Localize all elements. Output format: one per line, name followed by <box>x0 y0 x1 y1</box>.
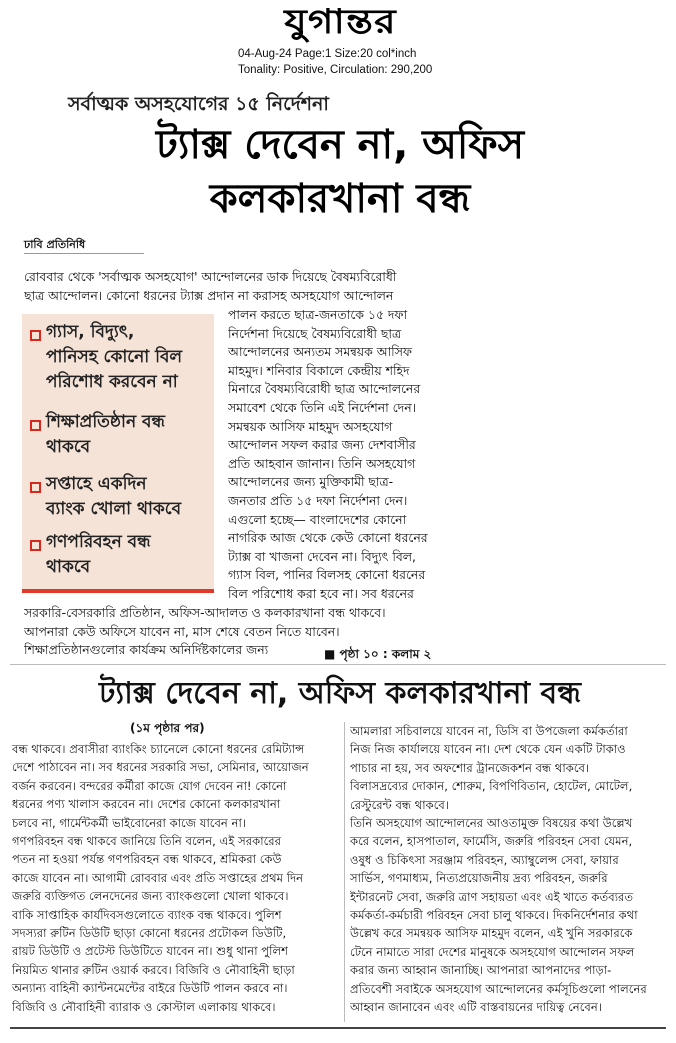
text-line: নাগরিক আজ থেকে কেউ কোনো ধরনের <box>228 530 428 546</box>
clipping-meta-line-2: Tonality: Positive, Circulation: 290,200 <box>238 64 433 76</box>
text-line: করে বলেন, হাসপাতাল, ফার্মেসি, জরুরি পরিবহন সেবা যেমন, <box>350 834 633 849</box>
text-line: পাচার না হয়, সব অফশোর ট্রানজেকশন বন্ধ থাকবে। <box>350 760 590 775</box>
text-line: আমলারা সচিবালয়ে যাবেন না, ডিসি বা উপজেলা কর্মকর্তারা <box>350 724 628 738</box>
intro-line: রোববার থেকে 'সর্বাত্মক অসহযোগ' আন্দোলনের ডাক দিয়েছে বৈষম্যবিরোধী <box>24 269 397 284</box>
highlight-item-education <box>46 410 165 460</box>
text-line: দেশে পাঠাবেন না। সব ধরনের সরকারি সভা, সেমিনার, আয়োজন <box>12 760 309 775</box>
bullet-square-icon <box>30 540 41 551</box>
highlight-line: শিক্ষাপ্রতিষ্ঠান বন্ধ <box>46 412 165 432</box>
article-kicker: সর্বাত্মক অসহযোগের ১৫ নির্দেশনা <box>68 93 329 115</box>
text-line: জনতার প্রতি ১৫ দফা নির্দেশনা দেন। <box>228 492 408 508</box>
text-line: বিলাসদ্রব্যের দোকান, শোরুম, বিপণিবিতান, হোটেল, মোটেল, <box>350 779 633 794</box>
highlight-line: থাকবে <box>46 437 91 457</box>
newspaper-logo: যুগান্তর <box>284 2 397 42</box>
highlight-line: থাকবে <box>46 557 91 577</box>
text-line: প্রতিবেশী সবাইকে অসহযোগ আন্দোলনের কর্মসূচিগুলো পালনের <box>350 981 647 996</box>
text-line: কাজে যাবেন না। আগামী রোববার এবং প্রতি সপ্তাহের প্রথম দিন <box>12 870 304 885</box>
text-line: প্রতি আহবান জানান। তিনি অসহযোগ <box>228 455 416 471</box>
text-line: গণপরিবহন বন্ধ থাকবে জানিয়ে তিনি বলেন, এই সরকারের <box>12 834 282 849</box>
text-line: বাকি সাপ্তাহিক কার্যদিবসগুলোতে ব্যাংক বন্ধ থাকবে। পুলিশ <box>12 907 282 922</box>
byline: ঢাবি প্রতিনিধি <box>24 238 86 251</box>
text-line: বন্ধ থাকবে। প্রবাসীরা ব্যাংকিং চ্যানেলে কোনো ধরনের রেমিট্যান্স <box>12 742 305 756</box>
text-line: মিনারে বৈষম্যবিরোধী ছাত্র আন্দোলনের <box>228 381 421 397</box>
highlight-line: ব্যাংক খোলা থাকবে <box>46 499 182 519</box>
text-line: নির্দেশনা দিয়েছে বৈষম্যবিরোধী ছাত্র <box>228 325 402 341</box>
text-line: নিয়মিত থানার রুটিন ওয়ার্ক করবে। বিজিবি ও নৌবাহিনী ছাড়া <box>12 962 295 977</box>
bullet-square-icon <box>30 330 41 341</box>
text-line: অন্যান্য বাহিনী ক্যান্টনমেন্টের বাইরে ডিউটি পালন করবে না। <box>12 981 288 996</box>
text-line: ট্যাক্স বা খাজনা দেবেন না। বিদ্যুৎ বিল, <box>228 548 416 564</box>
headline-line-1: ট্যাক্স দেবেন না, অফিস <box>155 122 525 168</box>
text-line: বিল পরিশোধ করা হবে না। সব ধরনের <box>228 585 414 601</box>
highlight-item-gas <box>46 320 182 395</box>
text-line: সার্ভিস, গণমাধ্যম, নিত্যপ্রয়োজনীয় দ্রব্য পরিবহন, জরুরি <box>350 871 608 886</box>
text-line: নিজ নিজ কার্যালয়ে যাবেন না। দেশ থেকে যেন একটি টাকাও <box>350 742 626 757</box>
text-line: এগুলো হচ্ছে— বাংলাদেশের কোনো <box>228 511 407 527</box>
text-line: সদস্যরা রুটিন ডিউটি ছাড়া কোনো ধরনের প্রটোকল ডিউটি, <box>12 926 287 941</box>
highlight-line: গণপরিবহন বন্ধ <box>46 532 151 552</box>
highlight-line: পরিশোধ করবেন না <box>46 372 178 392</box>
text-line: সমাবেশ থেকে তিনি এই নির্দেশনা দেন। <box>228 399 417 415</box>
text-line: আহ্বান জানাবেন এবং এটি বাস্তবায়নের দায়িত্ব নেবেন। <box>350 1000 602 1015</box>
highlight-item-bank <box>46 472 181 522</box>
headline-line-2: কলকারখানা বন্ধ <box>209 176 471 222</box>
section-divider <box>10 664 666 665</box>
text-line: ধরনের পণ্য খালাস করবেন না। দেশের কোনো কলকারখানা <box>12 797 281 812</box>
text-line: রায়ট ডিউটি ও প্রটেস্ট ডিউটিতে যাবেন না। শুধু থানা পুলিশ <box>12 944 288 959</box>
text-line: মাহমুদ। শনিবার বিকালে কেন্দ্রীয় শহিদ <box>228 362 410 378</box>
intro-line: ছাত্র আন্দোলন। কোনো ধরনের ট্যাক্স প্রদান না করাসহ অসহযোগ আন্দোলন <box>24 287 394 303</box>
text-line: পতন না হওয়া পর্যন্ত গণপরিবহন বন্ধ থাকবে, শ্রমিকরা কেউ <box>12 852 282 867</box>
column-divider <box>344 722 345 1022</box>
text-line: পালন করতে ছাত্র-জনতাকে ১৫ দফা <box>228 307 408 322</box>
continued-on-page: ■ পৃষ্ঠা ১০ : কলাম ২ <box>324 647 432 661</box>
text-line: সরকারি-বেসরকারি প্রতিষ্ঠান, অফিস-আদালত ও কলকারখানা বন্ধ থাকবে। <box>24 605 386 620</box>
text-line: আন্দোলনের অন্যতম সমন্বয়ক আসিফ <box>228 344 412 360</box>
text-line: তিনি অসহযোগ আন্দোলনের আওতামুক্ত বিষয়ের কথা উল্লেখ <box>350 816 633 831</box>
text-line: রেস্টুরেন্ট বন্ধ থাকবে। <box>350 797 450 812</box>
continuation-headline: ট্যাক্স দেবেন না, অফিস কলকারখানা বন্ধ <box>99 676 581 711</box>
highlight-line: পানিসহ কোনো বিল <box>46 347 183 367</box>
article-body-column <box>228 306 452 604</box>
highlight-line: সপ্তাহে একদিন <box>46 474 147 494</box>
continuation-subhead: (১ম পৃষ্ঠার পর) <box>130 721 205 735</box>
text-line: গ্যাস বিল, পানির বিলসহ কোনো ধরনের <box>228 567 426 583</box>
continuation-left-column <box>12 740 338 1016</box>
byline-divider <box>24 253 144 254</box>
text-line: কর্মকর্তা-কর্মচারী পরিবহন সেবা চালু থাকবে। দিকনির্দেশনার কথা <box>350 908 638 923</box>
text-line: বিজিবি ও নৌবাহিনী ব্যারাক ও কোস্টাল এলাকায় থাকবে। <box>12 999 276 1014</box>
clipping-meta-line-1: 04-Aug-24 Page:1 Size:20 col*inch <box>238 48 417 60</box>
highlight-box-rule <box>22 589 214 593</box>
highlight-item-transport <box>46 530 151 580</box>
text-line: ওষুধ ও চিকিৎসা সরঞ্জাম পরিবহন, অ্যাম্বুলেন্স সেবা, ফায়ার <box>350 852 619 867</box>
intro-paragraph <box>24 268 450 305</box>
text-line: বর্জন করবেন। বন্দরের কর্মীরা কাজে যোগ দেবেন না! কোনো <box>12 778 287 793</box>
text-line: শিক্ষাপ্রতিষ্ঠানগুলোর কার্যক্রম অনির্দিষ্টকালের জন্য <box>24 642 269 658</box>
bullet-square-icon <box>30 420 41 431</box>
text-line: আন্দোলনের জন্য মুক্তিকামী ছাত্র- <box>228 474 394 490</box>
text-line: চলবে না, গার্মেন্টকর্মী ভাইবোনেরা কাজে যাবেন না। <box>12 815 246 830</box>
text-line: সমন্বয়ক আসিফ মাহমুদ অসহযোগ <box>228 418 393 434</box>
text-line: জরুরি ব্যক্তিগত লেনদেনের জন্য ব্যাংকগুলো খোলা থাকবে। <box>12 889 289 904</box>
page-bottom-rule <box>10 1027 666 1029</box>
highlight-line: গ্যাস, বিদ্যুৎ, <box>46 322 135 342</box>
text-line: ইন্টারনেট সেবা, জরুরি ত্রাণ সহায়তা এবং এই খাতে কর্তব্যরত <box>350 889 634 904</box>
text-line: করার জন্য আহ্বান জানাচ্ছি। আপনারা আপনাদের পাড়া- <box>350 963 612 978</box>
continuation-right-column <box>350 722 666 1017</box>
text-line: উল্লেখ করে সমন্বয়ক আসিফ মাহমুদ বলেন, এই খুনি সরকারকে <box>350 926 633 941</box>
text-line: আপনারা কেউ অফিসে যাবেন না, মাস শেষে বেতন নিতে যাবেন। <box>24 623 340 639</box>
bullet-square-icon <box>30 482 41 493</box>
text-line: আন্দোলন সফল করার জন্য দেশবাসীর <box>228 437 416 453</box>
text-line: টেনে নামাতে সারা দেশের মানুষকে অসহযোগ আন্দোলন সফল <box>350 944 635 959</box>
